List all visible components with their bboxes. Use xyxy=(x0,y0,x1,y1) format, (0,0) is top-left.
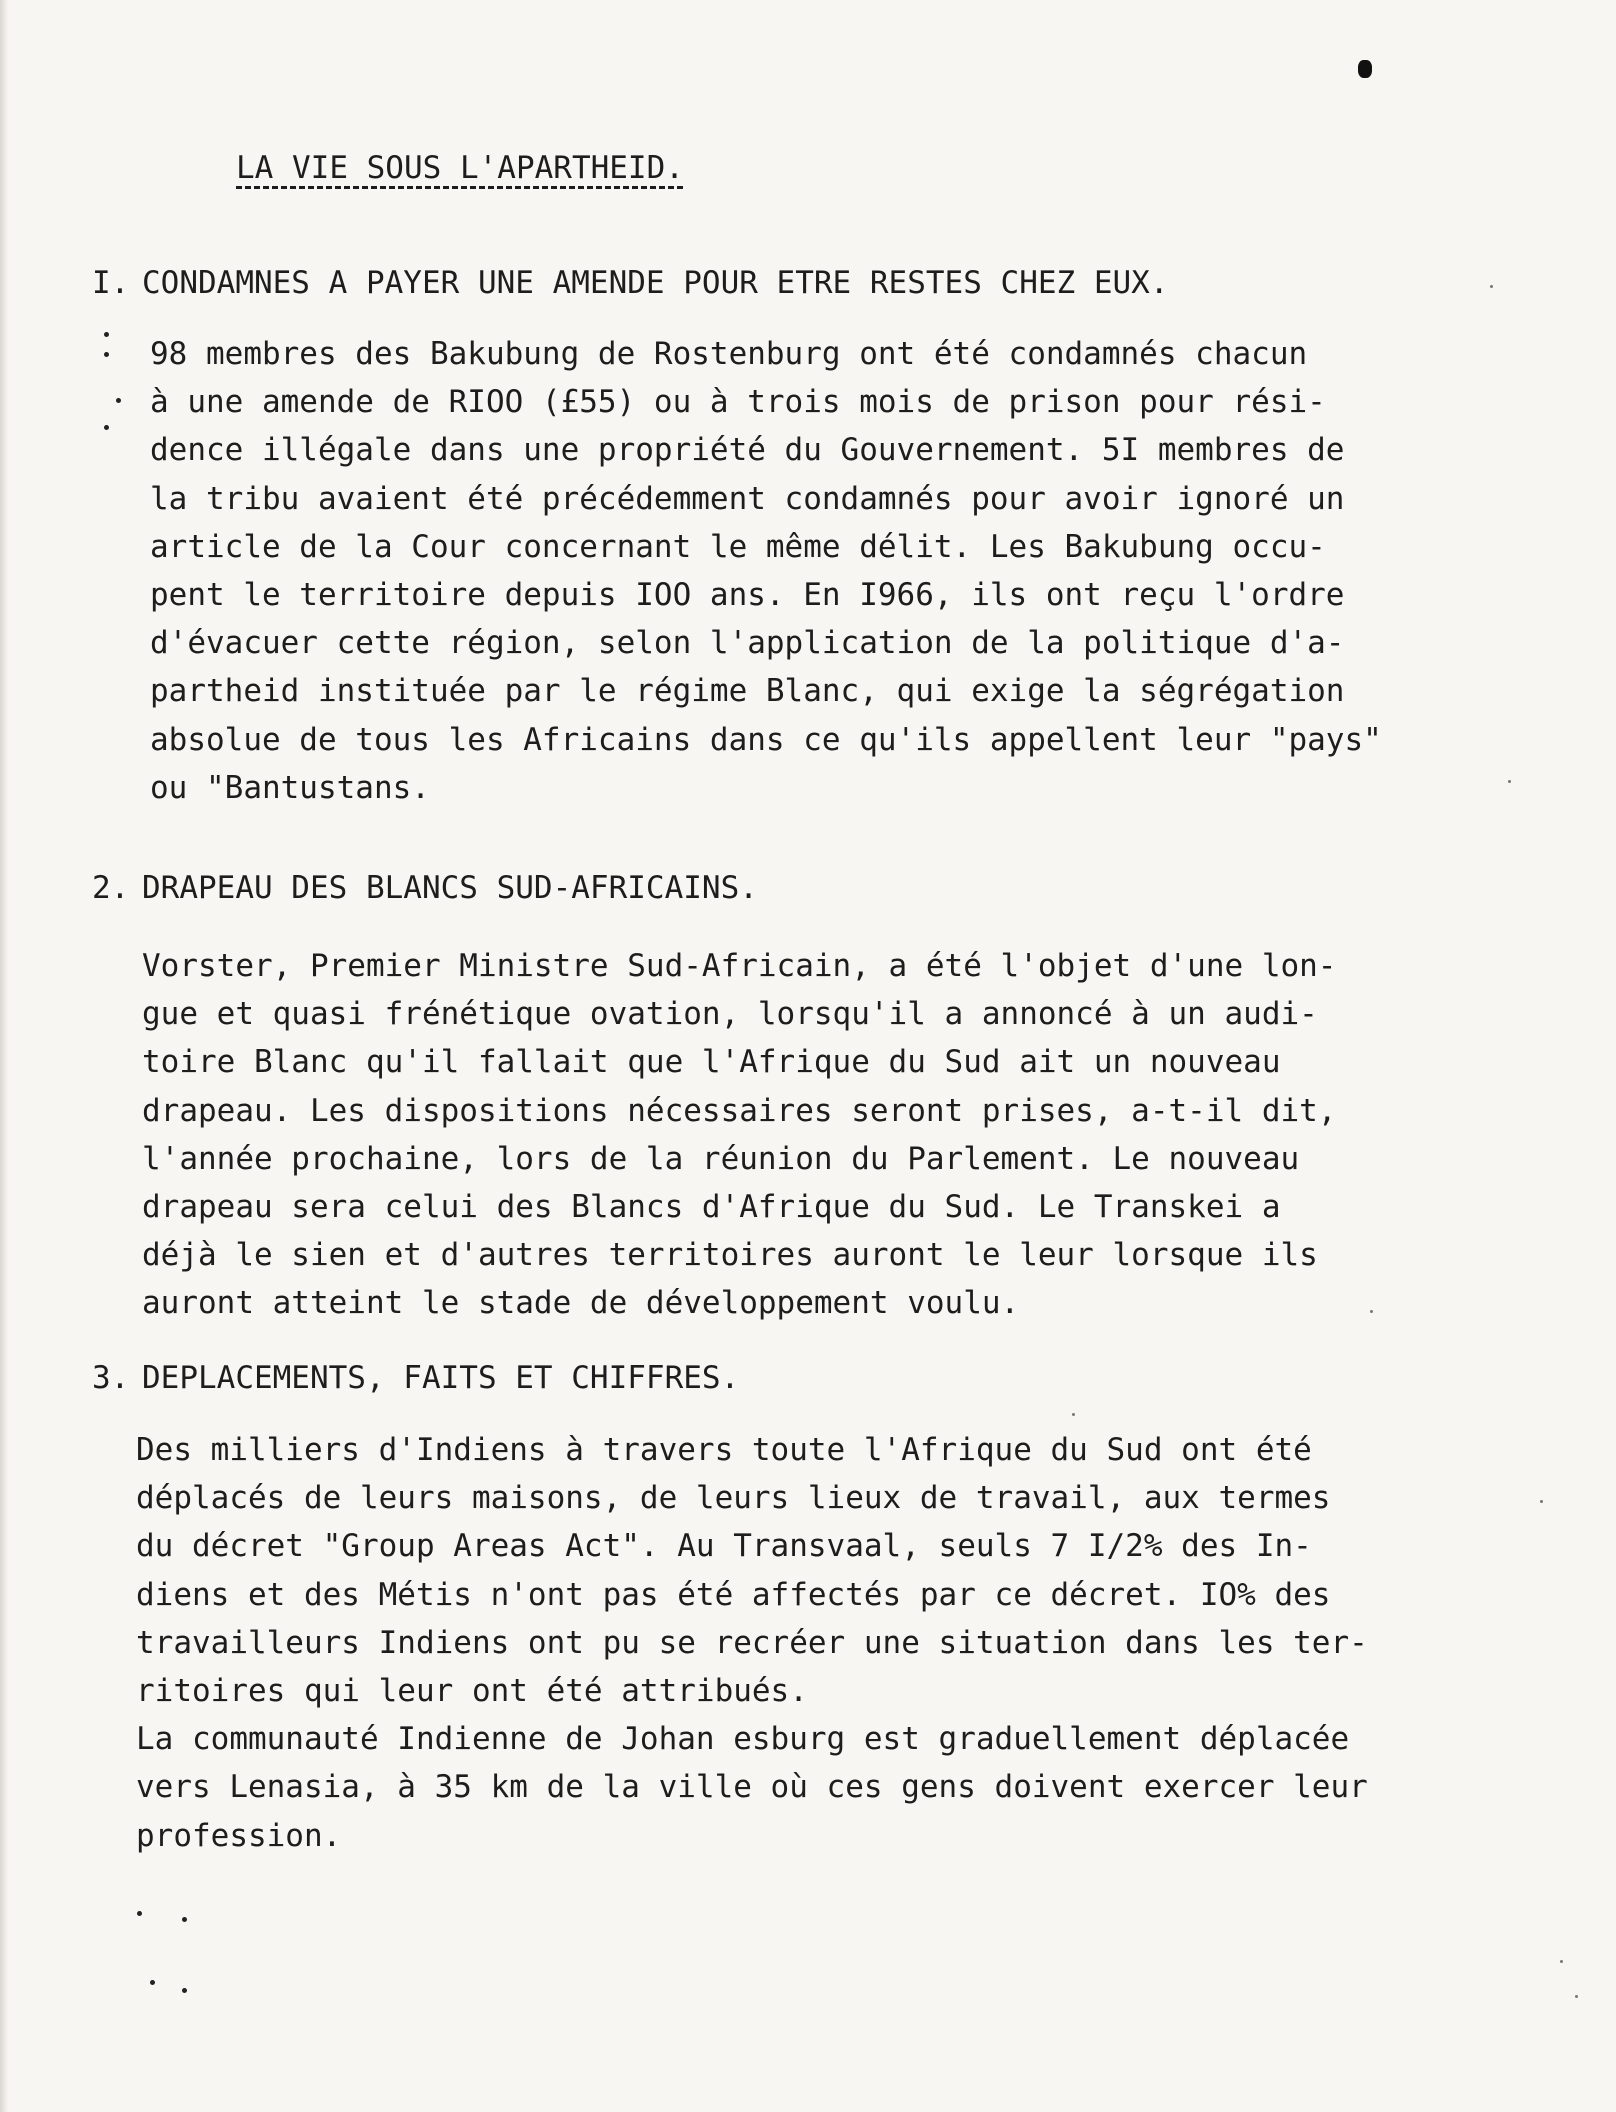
text-line: à une amende de RIOO (£55) ou à trois mois de prison pour rési- xyxy=(150,384,1326,421)
text-line: ou "Bantustans. xyxy=(150,769,430,806)
section-heading-text: CONDAMNES A PAYER UNE AMENDE POUR ETRE RESTES CHEZ EUX. xyxy=(142,265,1169,301)
text-line: 98 membres des Bakubung de Rostenburg ont été condamnés chacun xyxy=(150,336,1308,372)
text-line: diens et des Métis n'ont pas été affectés par ce décret. IO% des xyxy=(136,1576,1331,1613)
margin-mark xyxy=(150,1980,155,1985)
section-heading-2 xyxy=(92,870,758,906)
text-line: drapeau sera celui des Blancs d'Afrique du Sud. Le Transkei a xyxy=(142,1188,1281,1225)
text-line: toire Blanc qu'il fallait que l'Afrique du Sud ait un nouveau xyxy=(142,1044,1281,1081)
text-line: dence illégale dans une propriété du Gouvernement. 5I membres de xyxy=(150,432,1345,469)
section-number: 3. xyxy=(92,1360,130,1396)
text-line: travailleurs Indiens ont pu se recréer une situation dans les ter- xyxy=(136,1624,1368,1661)
text-line: Vorster, Premier Ministre Sud-Africain, a été l'objet d'une lon- xyxy=(142,948,1337,984)
text-line: l'année prochaine, lors de la réunion du Parlement. Le nouveau xyxy=(142,1140,1300,1177)
section-paragraph-2 xyxy=(142,942,1336,1328)
scan-speck xyxy=(1370,1310,1373,1313)
text-line: Des milliers d'Indiens à travers toute l'Afrique du Sud ont été xyxy=(136,1432,1312,1468)
text-line: ritoires qui leur ont été attribués. xyxy=(136,1672,808,1709)
section-heading-text: DEPLACEMENTS, FAITS ET CHIFFRES. xyxy=(142,1360,740,1396)
margin-mark xyxy=(182,1988,187,1993)
text-line: drapeau. Les dispositions nécessaires seront prises, a-t-il dit, xyxy=(142,1092,1337,1129)
section-paragraph-1 xyxy=(150,330,1382,812)
text-line: auront atteint le stade de développement voulu. xyxy=(142,1285,1020,1322)
text-line: déjà le sien et d'autres territoires auront le leur lorsque ils xyxy=(142,1237,1318,1274)
text-line: absolue de tous les Africains dans ce qu'ils appellent leur "pays" xyxy=(150,721,1382,758)
scan-speck xyxy=(1490,285,1493,288)
margin-mark xyxy=(104,332,109,337)
scan-speck xyxy=(1540,1500,1543,1503)
margin-mark xyxy=(104,425,109,430)
text-line: partheid instituée par le régime Blanc, qui exige la ségrégation xyxy=(150,673,1345,710)
scan-speck xyxy=(1508,780,1511,783)
section-paragraph-3 xyxy=(136,1426,1368,1860)
section-heading-1 xyxy=(92,265,1169,301)
text-line: la tribu avaient été précédemment condamnés pour avoir ignoré un xyxy=(150,480,1345,517)
text-line: vers Lenasia, à 35 km de la ville où ces gens doivent exercer leur xyxy=(136,1769,1368,1806)
text-line: La communauté Indienne de Johan esburg est graduellement déplacée xyxy=(136,1721,1350,1758)
text-line: déplacés de leurs maisons, de leurs lieux de travail, aux termes xyxy=(136,1480,1331,1517)
document-title: LA VIE SOUS L'APARTHEID. xyxy=(236,150,684,186)
text-line: profession. xyxy=(136,1817,342,1854)
page-number-mark xyxy=(1358,60,1372,78)
section-number: I. xyxy=(92,265,130,301)
margin-mark xyxy=(116,398,121,403)
margin-mark xyxy=(104,352,109,357)
scan-edge-shadow xyxy=(0,0,8,2112)
section-number: 2. xyxy=(92,870,130,906)
text-line: pent le territoire depuis IOO ans. En I966, ils ont reçu l'ordre xyxy=(150,576,1345,613)
text-line: d'évacuer cette région, selon l'application de la politique d'a- xyxy=(150,625,1345,662)
text-line: gue et quasi frénétique ovation, lorsqu'il a annoncé à un audi- xyxy=(142,996,1318,1033)
text-line: du décret "Group Areas Act". Au Transvaal, seuls 7 I/2% des In- xyxy=(136,1528,1312,1565)
margin-mark xyxy=(137,1911,142,1916)
text-line: article de la Cour concernant le même délit. Les Bakubung occu- xyxy=(150,528,1326,565)
section-heading-3 xyxy=(92,1360,739,1396)
scan-speck xyxy=(1072,1413,1075,1416)
margin-mark xyxy=(182,1917,187,1922)
scan-speck xyxy=(1560,1960,1563,1963)
scan-speck xyxy=(1575,1995,1578,1998)
section-heading-text: DRAPEAU DES BLANCS SUD-AFRICAINS. xyxy=(142,870,758,906)
